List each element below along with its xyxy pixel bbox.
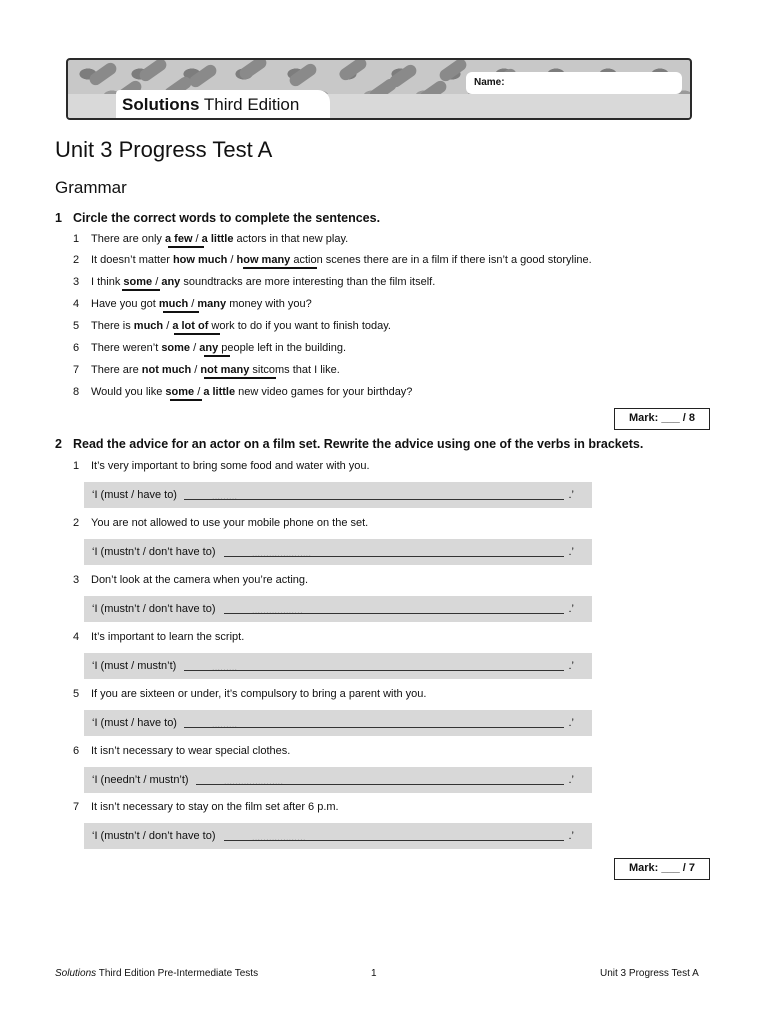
list-item [73,516,368,530]
item-number: 8 [73,386,80,398]
list-item: 2 It doesn’t matter how much / how many action scenes there are in a film if there isn’t a good storyline. [73,254,592,266]
option-a[interactable]: a few [164,233,193,245]
question-instruction: Read the advice for an actor on a film set. Rewrite the advice using one of the verbs in brackets. [73,437,644,451]
item-sentence: It isn’t necessary to stay on the film set after 6 p.m. [91,801,339,813]
mark-box-q1: Mark: ___ / 8 [614,408,710,430]
answer-field[interactable] [84,823,592,849]
list-item: 5 There is much / a lot of work to do if you want to finish today. [73,320,391,332]
option-b[interactable]: a little [203,386,236,398]
item-text-after: money with you? [226,298,312,310]
list-item [73,573,308,587]
handwritten-scribble [212,487,237,513]
answer-prompt: ‘I (must / mustn’t) [92,660,177,672]
answer-end: .’ [568,717,574,729]
answer-underline [204,377,276,379]
answer-end: .’ [568,774,574,786]
header-banner [66,58,692,120]
footer-brand: Solutions [55,968,97,979]
question-2-heading [55,437,643,451]
option-b[interactable]: a little [201,233,234,245]
question-number: 1 [55,211,62,225]
answer-field[interactable] [84,653,592,679]
answer-underline [174,333,220,335]
list-item: 6 There weren’t some / any people left in the building. [73,342,347,354]
mark-box-q2: Mark: ___ / 7 [614,858,710,880]
answer-end: .’ [568,603,574,615]
option-a[interactable]: not much [141,364,192,376]
option-a[interactable]: much [133,320,164,332]
list-item: 1 There are only a few / a little actors in that new play. [73,233,349,245]
item-number: 3 [73,574,80,586]
name-label: Name: [474,77,505,88]
brand-logo [116,90,330,118]
answer-prompt: ‘I (must / have to) [92,717,177,729]
answer-end: .’ [568,489,574,501]
list-item: 7 There are not much / not many sitcoms that I like. [73,364,340,376]
answer-prompt: ‘I (mustn’t / don’t have to) [92,546,216,558]
item-number: 6 [73,745,80,757]
answer-line [184,727,564,728]
option-a[interactable]: some [161,342,191,354]
item-number: 3 [73,276,80,288]
option-a[interactable]: some [165,386,195,398]
answer-field[interactable] [84,710,592,736]
list-item: 4 Have you got much / many money with you? [73,298,312,310]
item-text-after: action scenes there are in a film if there isn’t a good storyline. [290,254,592,266]
footer-right: Unit 3 Progress Test A [600,968,699,979]
answer-underline [168,246,204,248]
option-a[interactable]: some [123,276,153,288]
item-number: 4 [73,631,80,643]
item-text-after: people left in the building. [218,342,347,354]
item-text-before: Would you like [91,386,166,398]
item-number: 1 [73,233,80,245]
option-b[interactable]: any [161,276,181,288]
item-sentence: If you are sixteen or under, it’s compulsory to bring a parent with you. [91,688,427,700]
answer-line [224,840,564,841]
option-a[interactable]: how much [172,254,228,266]
item-text-before: There weren’t [91,342,162,354]
option-b[interactable]: any [199,342,219,354]
option-b[interactable]: a lot of [172,320,209,332]
list-item: 3 I think some / any soundtracks are more interesting than the film itself. [73,276,436,288]
list-item [73,687,426,701]
item-sentence: It’s very important to bring some food and water with you. [91,460,370,472]
handwritten-scribble [212,715,237,741]
question-number: 2 [55,437,62,451]
option-b[interactable]: not many [200,364,250,376]
item-text-after: sitcoms that I like. [249,364,340,376]
item-text-before: There are [91,364,142,376]
option-b[interactable]: many [197,298,227,310]
item-number: 2 [73,517,80,529]
list-item: 8 Would you like some / a little new video games for your birthday? [73,386,413,398]
brand-bold: Solutions [122,95,200,114]
item-text-before: There is [91,320,134,332]
item-sentence: Don’t look at the camera when you’re acting. [91,574,309,586]
item-number: 5 [73,320,80,332]
section-heading: Grammar [55,178,127,197]
handwritten-scribble [224,772,283,798]
page-number: 1 [371,968,377,979]
answer-line [184,499,564,500]
option-a[interactable]: much [158,298,189,310]
answer-line [184,670,564,671]
item-sentence: It’s important to learn the script. [91,631,245,643]
footer-left [55,968,258,979]
item-text-after: actors in that new play. [233,233,349,245]
answer-line [224,613,564,614]
name-field[interactable] [466,72,682,94]
answer-field[interactable] [84,539,592,565]
answer-prompt: ‘I (mustn’t / don’t have to) [92,603,216,615]
page-title: Unit 3 Progress Test A [55,137,273,162]
item-text-after: work to do if you want to finish today. [208,320,391,332]
footer-title: Third Edition Pre-Intermediate Tests [96,968,259,979]
item-number: 6 [73,342,80,354]
answer-underline [122,289,160,291]
option-b[interactable]: how many [236,254,291,266]
answer-prompt: ‘I (needn’t / mustn’t) [92,774,189,786]
item-text-before: It doesn’t matter [91,254,173,266]
answer-field[interactable] [84,596,592,622]
handwritten-scribble [252,544,311,570]
answer-field[interactable] [84,767,592,793]
answer-prompt: ‘I (must / have to) [92,489,177,501]
answer-underline [163,311,199,313]
item-sentence: It isn’t necessary to wear special clothes. [91,745,291,757]
answer-end: .’ [568,546,574,558]
item-text-before: There are only [91,233,165,245]
answer-field[interactable] [84,482,592,508]
list-item [73,744,290,758]
answer-underline [170,399,202,401]
brand-rest: Third Edition [203,95,300,114]
item-number: 7 [73,364,80,376]
list-item [73,630,244,644]
question-1-heading [55,211,380,225]
item-text-after: soundtracks are more interesting than the film itself. [180,276,436,288]
item-number: 2 [73,254,80,266]
item-number: 4 [73,298,80,310]
answer-line [224,556,564,557]
answer-end: .’ [568,830,574,842]
list-item [73,800,339,814]
item-number: 7 [73,801,80,813]
list-item [73,459,370,473]
question-instruction: Circle the correct words to complete the sentences. [73,211,381,225]
item-number: 5 [73,688,80,700]
item-text-before: Have you got [91,298,159,310]
answer-line [196,784,564,785]
item-text-before: I think [91,276,124,288]
answer-underline [204,355,230,357]
handwritten-scribble [212,658,237,684]
item-sentence: You are not allowed to use your mobile phone on the set. [91,517,369,529]
handwritten-scribble [252,601,303,627]
handwritten-scribble [252,828,306,854]
answer-end: .’ [568,660,574,672]
answer-prompt: ‘I (mustn’t / don’t have to) [92,830,216,842]
item-text-after: new video games for your birthday? [235,386,413,398]
item-number: 1 [73,460,80,472]
answer-underline [243,267,317,269]
